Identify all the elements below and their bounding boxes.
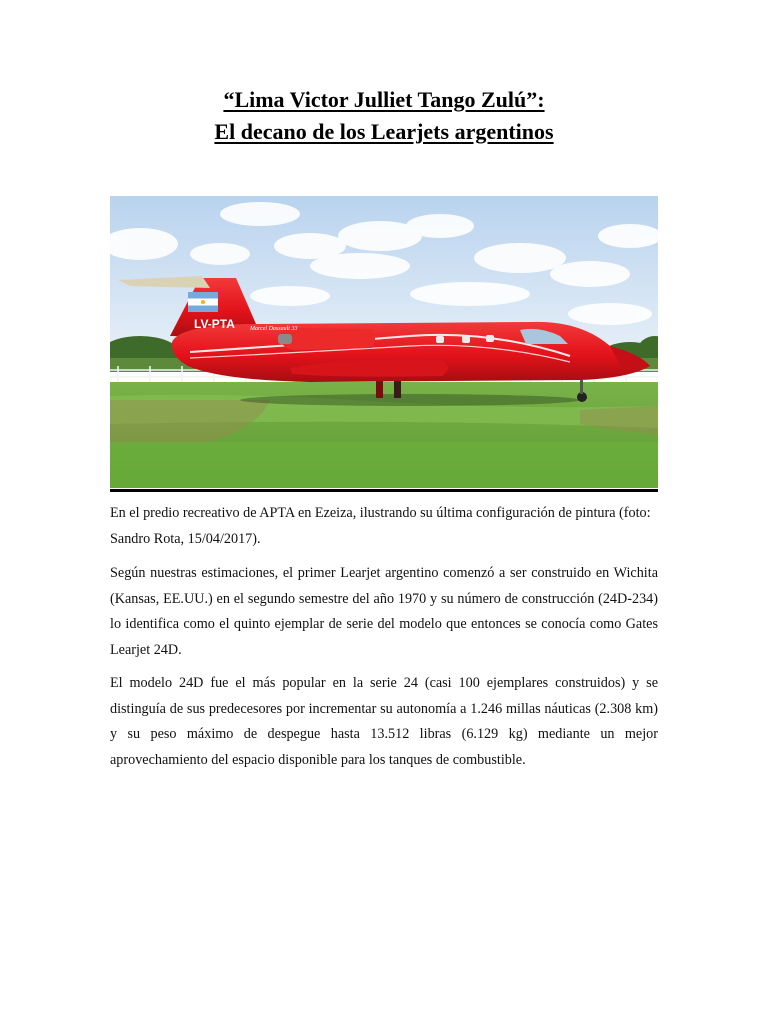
paragraph-1: Según nuestras estimaciones, el primer Learjet argentino comenzó a ser construido en Wichita (Kansas, EE.UU.) en el segundo semestre del año 1970 y su número de construcción (24D-234) lo identifica como el quinto ejemplar de serie del modelo que entonces se conocía como Gates Learjet 24D. [110,565,658,658]
aircraft-photo-illustration [110,196,658,488]
photo-caption: En el predio recreativo de APTA en Ezeiza, ilustrando su última configuración de pintura (foto: Sandro Rota, 15/04/2017). [110,505,651,547]
title-line-2: El decano de los Learjets argentinos [214,119,554,144]
title-line-1: “Lima Victor Julliet Tango Zulú”: [223,87,545,112]
document-title [0,84,768,148]
fuselage-text: Marcel Dassault 33 [250,326,298,332]
paragraph-2: El modelo 24D fue el más popular en la serie 24 (casi 100 ejemplares construidos) y se distinguía de sus predecesores por incrementar su autonomía a 1.246 millas náuticas (2.308 km) y su peso máximo de despegue hasta 13.512 libras (6.129 kg) mediante un mejor aprovechamiento del espacio disponible para los tanques de combustible. [110,675,658,768]
caption-divider [110,489,658,492]
aircraft-photo [110,196,658,488]
aircraft-registration: LV-PTA [194,317,235,331]
